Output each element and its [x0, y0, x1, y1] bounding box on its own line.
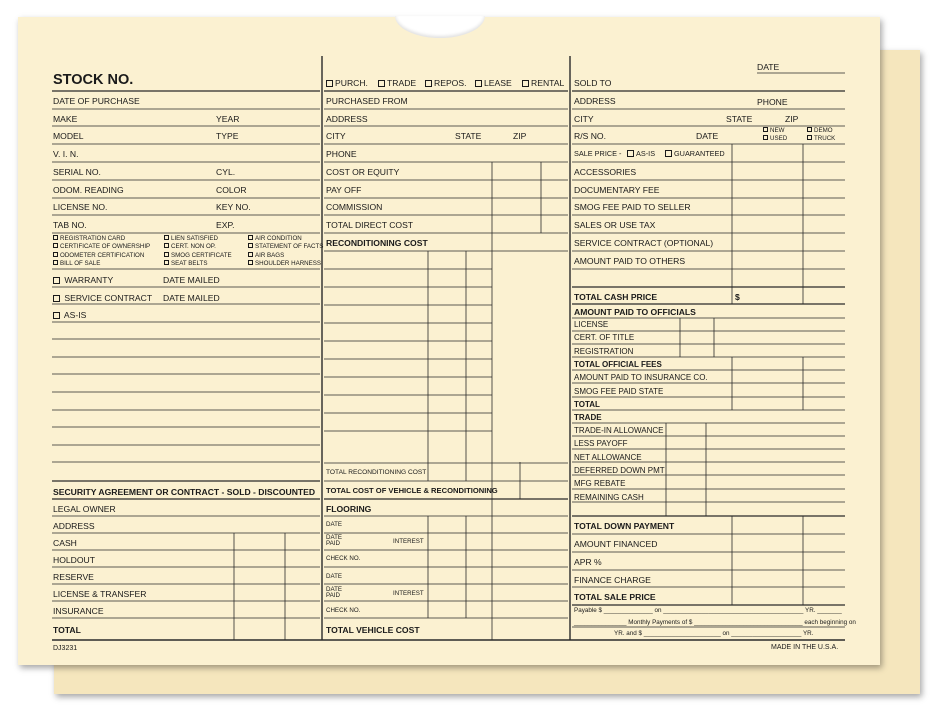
- documentary-fee-label: DOCUMENTARY FEE: [574, 185, 660, 195]
- purch-checkbox[interactable]: PURCH.: [326, 78, 368, 88]
- total-reconditioning-label: TOTAL RECONDITIONING COST: [326, 469, 427, 476]
- monthly-payments-line: _______________ Monthly Payments of $ _______________________________ each beginning on: [574, 619, 856, 626]
- warranty-checkbox[interactable]: WARRANTY: [53, 275, 113, 285]
- year-label: YEAR: [216, 114, 240, 124]
- truck-checkbox[interactable]: TRUCK: [807, 135, 835, 142]
- address-label: ADDRESS: [574, 96, 616, 106]
- less-payoff-label: LESS PAYOFF: [574, 439, 628, 448]
- check-air-bags[interactable]: AIR BAGS: [248, 252, 284, 259]
- tab-no-label: TAB NO.: [53, 220, 87, 230]
- city-label: CITY: [574, 114, 594, 124]
- total-cash-price-label: TOTAL CASH PRICE: [574, 292, 658, 302]
- made-in-usa: MADE IN THE U.S.A.: [771, 644, 839, 651]
- zip-label: ZIP: [513, 131, 527, 141]
- insurance-label: INSURANCE: [53, 606, 104, 616]
- date-paid-label-2a: DATE: [326, 586, 343, 593]
- amount-financed-label: AMOUNT FINANCED: [574, 539, 658, 549]
- date-of-purchase-label: DATE OF PURCHASE: [53, 96, 140, 106]
- final-payment-line: YR. and $ ______________________ on ____________________ YR.: [614, 630, 814, 637]
- paid-to-others-label: AMOUNT PAID TO OTHERS: [574, 256, 686, 266]
- sale-price-label: SALE PRICE -: [574, 149, 622, 158]
- pay-off-label: PAY OFF: [326, 185, 362, 195]
- total-direct-cost-label: TOTAL DIRECT COST: [326, 220, 414, 230]
- check-bill-of-sale[interactable]: BILL OF SALE: [53, 260, 100, 267]
- security-agreement-heading: SECURITY AGREEMENT OR CONTRACT - SOLD - DISCOUNTED: [53, 487, 316, 497]
- total-vehicle-cost-label: TOTAL VEHICLE COST: [326, 625, 420, 635]
- license-transfer-label: LICENSE & TRANSFER: [53, 589, 147, 599]
- apr-label: APR %: [574, 557, 602, 567]
- stock-no-label: STOCK NO.: [53, 72, 134, 88]
- check-cert-non-op[interactable]: CERT. NON OP.: [164, 243, 216, 250]
- demo-checkbox[interactable]: DEMO: [807, 127, 833, 134]
- date-paid-label-1b: PAID: [326, 540, 340, 547]
- warranty-date-mailed-label: DATE MAILED: [163, 275, 220, 285]
- sold-to-label: SOLD TO: [574, 78, 612, 88]
- paid-officials-heading: AMOUNT PAID TO OFFICIALS: [574, 307, 696, 317]
- trade-heading: TRADE: [574, 413, 602, 422]
- total-official-fees-label: TOTAL OFFICIAL FEES: [574, 360, 662, 369]
- registration-label: REGISTRATION: [574, 347, 634, 356]
- cash-label: CASH: [53, 538, 77, 548]
- dollar-sign: $: [735, 292, 740, 302]
- check-no-label-2: CHECK NO.: [326, 607, 361, 614]
- as-is-checkbox[interactable]: AS-IS: [53, 310, 86, 320]
- date-paid-label-1a: DATE: [326, 534, 343, 541]
- service-date-mailed-label: DATE MAILED: [163, 293, 220, 303]
- remaining-cash-label: REMAINING CASH: [574, 493, 644, 502]
- address-label: ADDRESS: [326, 114, 368, 124]
- type-label: TYPE: [216, 131, 239, 141]
- check-smog-certificate[interactable]: SMOG CERTIFICATE: [164, 252, 232, 259]
- check-lien-satisfied[interactable]: LIEN SATISFIED: [164, 235, 218, 242]
- total-label: TOTAL: [574, 400, 600, 409]
- check-shoulder-harness[interactable]: SHOULDER HARNESS: [248, 260, 321, 267]
- state-label: STATE: [726, 114, 753, 124]
- rental-checkbox[interactable]: RENTAL: [522, 78, 564, 88]
- flooring-date-label: DATE: [326, 521, 343, 528]
- model-label: MODEL: [53, 131, 84, 141]
- check-air-condition[interactable]: AIR CONDITION: [248, 235, 302, 242]
- make-label: MAKE: [53, 114, 78, 124]
- total-label: TOTAL: [53, 625, 81, 635]
- address-label: ADDRESS: [53, 521, 95, 531]
- vin-label: V. I. N.: [53, 149, 79, 159]
- color-label: COLOR: [216, 185, 247, 195]
- mfg-rebate-label: MFG REBATE: [574, 479, 626, 488]
- rs-no-label: R/S NO.: [574, 131, 606, 141]
- service-contract-checkbox[interactable]: SERVICE CONTRACT: [53, 293, 152, 303]
- license-no-label: LICENSE NO.: [53, 202, 108, 212]
- as-is-checkbox[interactable]: AS-IS: [627, 149, 655, 159]
- flooring-heading: FLOORING: [326, 504, 372, 514]
- sales-tax-label: SALES OR USE TAX: [574, 220, 656, 230]
- insurance-co-label: AMOUNT PAID TO INSURANCE CO.: [574, 373, 708, 382]
- repos-checkbox[interactable]: REPOS.: [425, 78, 466, 88]
- form-code: DJ3231: [53, 645, 78, 652]
- check-statement-of-facts[interactable]: STATEMENT OF FACTS: [248, 243, 323, 250]
- commission-label: COMMISSION: [326, 202, 383, 212]
- license-label: LICENSE: [574, 320, 609, 329]
- smog-state-label: SMOG FEE PAID STATE: [574, 387, 664, 396]
- flooring-date-label-2: DATE: [326, 573, 343, 580]
- guaranteed-checkbox[interactable]: GUARANTEED: [665, 149, 725, 159]
- used-checkbox[interactable]: USED: [763, 135, 787, 142]
- phone-label: PHONE: [326, 149, 357, 159]
- check-no-label-1: CHECK NO.: [326, 555, 361, 562]
- smog-fee-seller-label: SMOG FEE PAID TO SELLER: [574, 202, 691, 212]
- reconditioning-cost-heading: RECONDITIONING COST: [326, 238, 428, 248]
- check-odometer-certification[interactable]: ODOMETER CERTIFICATION: [53, 252, 144, 259]
- key-no-label: KEY NO.: [216, 202, 251, 212]
- phone-label: PHONE: [757, 97, 788, 107]
- check-certificate-ownership[interactable]: CERTIFICATE OF OWNERSHIP: [53, 243, 150, 250]
- rs-date-label: DATE: [696, 131, 719, 141]
- finance-charge-label: FINANCE CHARGE: [574, 575, 651, 585]
- holdout-label: HOLDOUT: [53, 555, 96, 565]
- exp-label: EXP.: [216, 220, 235, 230]
- lease-checkbox[interactable]: LEASE: [475, 78, 512, 88]
- cyl-label: CYL.: [216, 167, 236, 177]
- total-sale-price-label: TOTAL SALE PRICE: [574, 592, 656, 602]
- cost-or-equity-label: COST OR EQUITY: [326, 167, 400, 177]
- date-paid-label-2b: PAID: [326, 592, 340, 599]
- purchased-from-label: PURCHASED FROM: [326, 96, 408, 106]
- interest-label-2: INTEREST: [393, 590, 424, 597]
- zip-label: ZIP: [785, 114, 799, 124]
- serial-no-label: SERIAL NO.: [53, 167, 101, 177]
- check-seat-belts[interactable]: SEAT BELTS: [164, 260, 207, 267]
- reserve-label: RESERVE: [53, 572, 94, 582]
- total-cost-vehicle-label: TOTAL COST OF VEHICLE & RECONDITIONING: [326, 486, 498, 495]
- total-down-payment-label: TOTAL DOWN PAYMENT: [574, 521, 675, 531]
- date-label: DATE: [757, 62, 780, 72]
- odom-reading-label: ODOM. READING: [53, 185, 124, 195]
- trade-checkbox[interactable]: TRADE: [378, 78, 416, 88]
- service-contract-label: SERVICE CONTRACT (OPTIONAL): [574, 238, 714, 248]
- accessories-label: ACCESSORIES: [574, 167, 637, 177]
- payable-line: Payable $ ______________ on ________________________________________ YR. _______: [574, 607, 842, 614]
- trade-in-allowance-label: TRADE-IN ALLOWANCE: [574, 426, 664, 435]
- city-label: CITY: [326, 131, 346, 141]
- net-allowance-label: NET ALLOWANCE: [574, 453, 642, 462]
- state-label: STATE: [455, 131, 482, 141]
- interest-label-1: INTEREST: [393, 538, 424, 545]
- deferred-down-label: DEFERRED DOWN PMT: [574, 466, 665, 475]
- cert-title-label: CERT. OF TITLE: [574, 333, 635, 342]
- check-registration-card[interactable]: REGISTRATION CARD: [53, 235, 125, 242]
- new-checkbox[interactable]: NEW: [763, 127, 784, 134]
- legal-owner-label: LEGAL OWNER: [53, 504, 116, 514]
